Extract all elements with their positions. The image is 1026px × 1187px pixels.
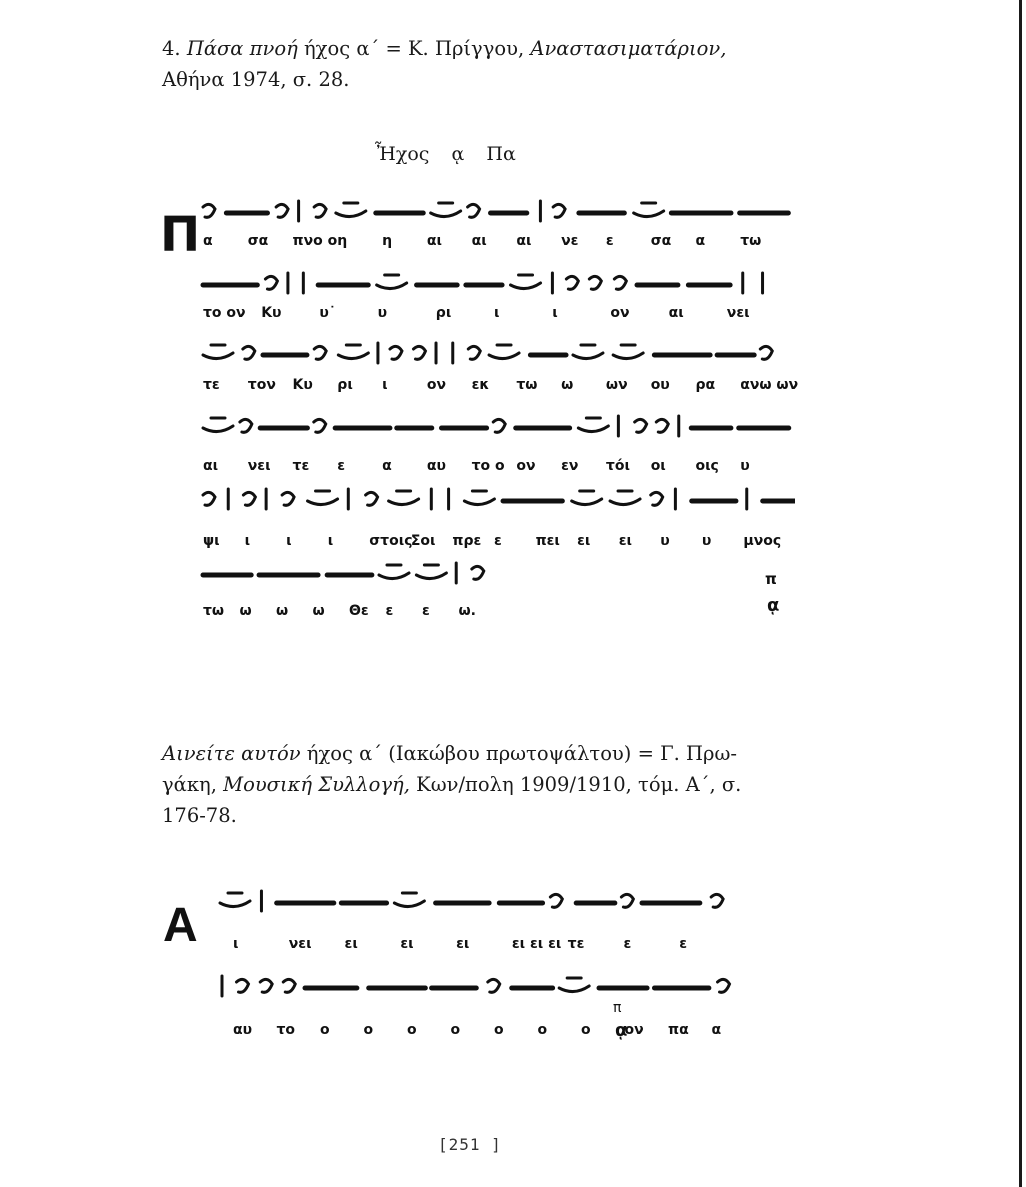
reference-1-book: Αναστασιματάριον, <box>530 37 727 60</box>
neume-stroke <box>468 204 480 217</box>
reference-1 <box>162 33 782 95</box>
lyric-syllable: αι <box>668 305 684 321</box>
lyric-syllable: α <box>203 233 213 249</box>
lyric-syllable: ο <box>363 1022 374 1038</box>
neume-stroke <box>550 894 562 907</box>
neume-stroke <box>283 979 295 992</box>
lyric-syllable: ι <box>382 377 388 393</box>
lyric-syllable: ει <box>577 533 591 549</box>
neume-stroke <box>559 978 589 992</box>
echos-label: Ἦχος <box>375 143 430 165</box>
neume-stroke <box>390 346 402 359</box>
lyric-syllable: αι <box>471 233 487 249</box>
score-2-initial: Α <box>163 899 198 952</box>
neume-stroke <box>614 276 626 289</box>
lyric-syllable: νει <box>288 936 312 952</box>
lyric-syllable: ει <box>400 936 414 952</box>
lyrics-line <box>155 233 795 255</box>
lyric-syllable: υ <box>660 533 670 549</box>
neume-stroke <box>276 204 288 217</box>
echos-sign: ᾳ <box>451 143 465 165</box>
lyric-syllable: αυ <box>426 458 446 474</box>
lyric-syllable: α <box>382 458 392 474</box>
neume-stroke <box>203 418 233 432</box>
neume-stroke <box>413 346 425 359</box>
reference-1-place: Αθήνα 1974, σ. 28. <box>162 68 350 91</box>
reference-1-number: 4. <box>162 37 181 60</box>
lyric-syllable: ον <box>610 305 630 321</box>
reference-2-title: Αινείτε αυτόν <box>162 742 301 765</box>
neume-stroke <box>573 345 603 359</box>
neume-stroke <box>760 346 772 359</box>
lyric-syllable: ει <box>618 533 632 549</box>
lyric-syllable: υ <box>740 458 750 474</box>
lyric-syllable: η <box>337 233 348 249</box>
neume-stroke <box>610 491 640 505</box>
reference-1-title: Πάσα πνοή <box>186 37 298 60</box>
lyric-syllable: ε <box>422 603 430 619</box>
neume-stroke <box>220 893 250 907</box>
lyric-syllable: οις <box>695 458 719 474</box>
lyric-syllable: ει <box>344 936 358 952</box>
lyric-syllable: ω <box>312 603 325 619</box>
lyric-syllable: σα <box>247 233 269 249</box>
lyric-syllable: ει ει ει <box>511 936 562 952</box>
lyric-syllable: εκ <box>471 377 490 393</box>
lyric-syllable: Σοι <box>410 533 436 549</box>
page-edge-rule <box>1019 0 1022 1187</box>
lyric-syllable: πει <box>535 533 560 549</box>
lyric-syllable: ι <box>233 936 239 952</box>
neume-stroke <box>338 345 368 359</box>
neume-stroke <box>635 419 647 432</box>
lyric-syllable: υ <box>377 305 388 321</box>
lyric-syllable: νει <box>726 305 750 321</box>
lyric-syllable: αι <box>516 233 532 249</box>
lyric-syllable: ον <box>516 458 536 474</box>
lyric-syllable: αι <box>426 233 442 249</box>
lyric-syllable: ε <box>623 936 632 952</box>
lyric-syllable: τω <box>740 233 762 249</box>
lyric-syllable: οι <box>650 458 666 474</box>
neume-stroke <box>613 345 643 359</box>
neume-stroke <box>656 419 668 432</box>
lyric-syllable: ρα <box>695 377 716 393</box>
neume-stroke <box>314 346 326 359</box>
neume-stroke <box>589 276 601 289</box>
lyric-syllable: στοις <box>369 533 413 549</box>
neume-stroke <box>240 419 252 432</box>
lyrics-line <box>155 1022 795 1044</box>
reference-2-author: γάκη, <box>162 773 217 796</box>
lyrics-line <box>155 377 799 399</box>
lyric-syllable: α <box>711 1022 722 1038</box>
score-2-martyria-pi: π <box>613 1000 622 1016</box>
lyric-syllable: τω <box>516 377 538 393</box>
lyric-syllable: ι <box>244 533 251 549</box>
reference-2-pages: 176-78. <box>162 804 237 827</box>
lyric-syllable: νε <box>561 233 579 249</box>
lyric-syllable: ρι <box>435 305 452 321</box>
lyric-syllable: ο <box>320 1022 330 1038</box>
lyric-syllable: ε <box>605 233 614 249</box>
lyric-syllable: τε <box>292 458 310 474</box>
lyric-syllable: ω. <box>458 603 476 619</box>
lyric-syllable: ι <box>494 305 500 321</box>
lyric-syllable: ο <box>581 1022 591 1038</box>
lyric-syllable: τε <box>567 936 585 952</box>
lyric-syllable: ρι <box>337 377 353 393</box>
lyric-syllable: πρε <box>452 533 482 549</box>
lyrics-line <box>155 533 795 555</box>
lyric-syllable: ον <box>624 1022 644 1038</box>
neume-stroke <box>394 893 424 907</box>
lyric-syllable: η <box>382 233 393 249</box>
lyric-syllable: υ˙ <box>319 305 336 321</box>
lyrics-line <box>155 936 795 958</box>
neume-stroke <box>472 566 484 579</box>
neume-stroke <box>308 491 338 505</box>
lyric-syllable: εν <box>561 458 579 474</box>
score-2 <box>155 880 795 1050</box>
neume-stroke <box>377 275 407 289</box>
neume-stroke <box>711 894 723 907</box>
neume-stroke <box>203 204 215 217</box>
lyric-syllable: α <box>695 233 706 249</box>
page-number: [251 ] <box>438 1135 502 1154</box>
neume-stroke <box>389 491 419 505</box>
lyric-syllable: ει <box>456 936 470 952</box>
score-1-martyria-sign: ᾳ <box>767 595 780 616</box>
neume-stroke <box>634 203 664 217</box>
lyric-syllable: αυ <box>233 1022 253 1038</box>
lyrics-line <box>155 603 795 625</box>
lyric-syllable: ανω ων <box>740 377 799 393</box>
neume-stroke <box>379 565 409 579</box>
lyric-syllable: τον <box>247 377 276 393</box>
reference-2-mode: ήχος α΄ (Ιακώβου πρωτοψάλτου) = Γ. Πρω- <box>306 742 738 765</box>
reference-2-book: Μουσική Συλλογή, <box>223 773 410 796</box>
lyric-syllable: τε <box>203 377 220 393</box>
neume-stroke <box>265 276 277 289</box>
lyric-syllable: πνο ο <box>292 233 338 249</box>
neume-stroke <box>243 492 255 505</box>
lyric-syllable: ω <box>561 377 574 393</box>
neume-stroke <box>336 203 366 217</box>
neume-stroke <box>243 346 255 359</box>
neume-stroke <box>566 276 578 289</box>
neume-stroke <box>621 894 633 907</box>
lyric-syllable: σα <box>650 233 672 249</box>
lyrics-line <box>155 305 795 327</box>
lyric-syllable: ου <box>650 377 670 393</box>
lyric-syllable: τω <box>203 603 225 619</box>
lyric-syllable: ε <box>494 533 502 549</box>
lyric-syllable: ω <box>239 603 252 619</box>
lyric-syllable: ι <box>552 305 558 321</box>
neume-stroke <box>489 345 519 359</box>
lyric-syllable: Κυ <box>292 377 313 393</box>
lyric-syllable: υ <box>701 533 712 549</box>
lyric-syllable: ε <box>385 603 394 619</box>
lyric-syllable: ε <box>679 936 688 952</box>
neume-stroke <box>314 419 326 432</box>
score-1 <box>155 125 799 625</box>
neume-stroke <box>203 492 215 505</box>
lyric-syllable: ω <box>276 603 289 619</box>
reference-2-place: Κων/πολη 1909/1910, τόμ. Α΄, σ. <box>416 773 742 796</box>
neume-stroke <box>282 492 294 505</box>
score-2-martyria-sign: ᾳ <box>615 1020 628 1041</box>
echos-pa: Πα <box>486 143 516 165</box>
neume-stroke <box>431 203 461 217</box>
lyric-syllable: ι <box>327 533 334 549</box>
neume-stroke <box>572 491 602 505</box>
lyric-syllable: ψι <box>203 533 220 549</box>
lyrics-line <box>155 458 795 480</box>
lyric-syllable: ων <box>605 377 628 393</box>
neume-stroke <box>260 979 272 992</box>
neume-stroke <box>203 345 233 359</box>
neume-stroke <box>236 979 248 992</box>
reference-1-mode: ήχος α΄ = Κ. Πρίγγου, <box>303 37 525 60</box>
lyric-syllable: το <box>276 1022 296 1038</box>
lyric-syllable: ο <box>450 1022 461 1038</box>
lyric-syllable: Κυ <box>261 305 282 321</box>
reference-2 <box>162 738 762 831</box>
lyric-syllable: ο <box>537 1022 548 1038</box>
neume-stroke <box>366 492 378 505</box>
neume-stroke <box>493 419 505 432</box>
score-1-martyria-pi: π <box>765 570 777 588</box>
lyric-syllable: μνος <box>743 533 782 549</box>
lyric-syllable: ε <box>337 458 346 474</box>
neume-stroke <box>468 346 480 359</box>
lyric-syllable: τόι <box>605 458 630 474</box>
neume-stroke <box>718 979 730 992</box>
lyric-syllable: ον <box>426 377 446 393</box>
lyric-syllable: το ον <box>203 305 246 321</box>
lyric-syllable: το ο <box>471 458 505 474</box>
neume-stroke <box>578 418 608 432</box>
lyric-syllable: ο <box>407 1022 417 1038</box>
lyric-syllable: ι <box>286 533 292 549</box>
neume-stroke <box>553 204 565 217</box>
lyric-syllable: αι <box>203 458 219 474</box>
lyric-syllable: νει <box>247 458 271 474</box>
neume-stroke <box>314 204 326 217</box>
lyric-syllable: ο <box>494 1022 504 1038</box>
neume-stroke <box>488 979 500 992</box>
neume-stroke <box>511 275 541 289</box>
lyric-syllable: Θε <box>349 603 369 619</box>
neume-stroke <box>651 492 663 505</box>
neume-stroke <box>464 491 494 505</box>
lyric-syllable: πα <box>668 1022 689 1038</box>
score-1-initial: Π <box>160 207 201 263</box>
neume-stroke <box>416 565 446 579</box>
